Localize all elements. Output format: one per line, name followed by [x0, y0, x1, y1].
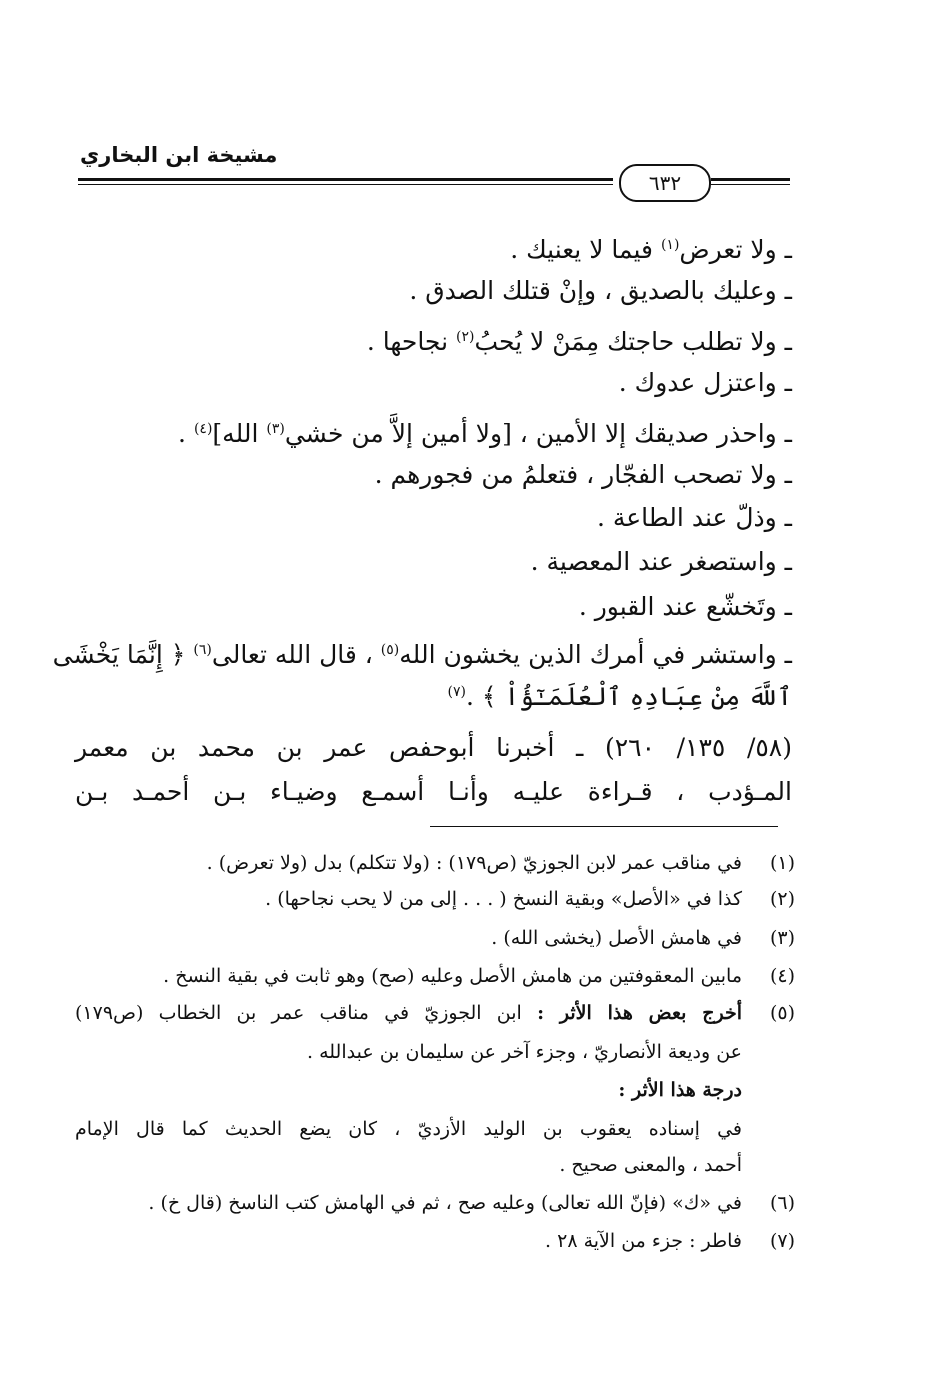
page-number: ٦٣٢ [648, 171, 682, 195]
hadith-isnad-line-1: (٥٨/ ١٣٥/ ٢٦٠) ـ أخبرنا أبوحفص عمر بن محمد بن معمر [75, 733, 792, 762]
page-number-badge [619, 164, 711, 202]
footnote-marker: (٧) [447, 684, 466, 700]
body-line-7: ـ وذلّ عند الطاعة . [596, 503, 792, 532]
quran-verse: ﴿ إِنَّمَا يَخْشَى [52, 640, 186, 669]
footnote-5-line-2: عن وديعة الأنصاريّ ، وجزء آخر عن سليمان بن عبدالله . [306, 1041, 742, 1063]
footnote-marker: (٣) [266, 421, 285, 437]
body-line-10: ـ واستشر في أمرك الذين يخشون الله$^{(٥)}$ ، قال الله تعالى$^{(٦)}$ ﴿ إِنَّمَا يَخْشَى [52, 640, 792, 669]
footnote-marker: (٦) [193, 642, 212, 658]
footnote-7: فاطر : جزء من الآية ٢٨ . [545, 1230, 742, 1252]
body-line-5: ـ واحذر صديقك إلا الأمين ، [ولا أمين إلاَّ من خشي$^{(٣)}$ الله]$^{(٤)}$ . [178, 419, 792, 448]
header-rule-right-thin [711, 184, 790, 185]
body-line-4: ـ واعتزل عدوك . [618, 368, 792, 397]
footnote-5-line-4: في إسناده يعقوب بن الوليد الأزديّ ، كان يضع الحديث كما قال الإمام [75, 1118, 742, 1140]
footnote-number: (٧) [769, 1230, 795, 1252]
quran-verse-cont: ٱللَّهَ مِنْ عِبَادِهِ ٱلْعُلَمَـٰٓؤُاْ ﴾ . [465, 682, 792, 711]
footnote-separator [430, 826, 778, 827]
footnote-number: (٢) [769, 888, 795, 910]
footnote-marker: (٤) [193, 421, 213, 437]
footnote-5-grade-heading: درجة هذا الأثر : [618, 1079, 742, 1101]
footnote-number: (٥) [769, 1002, 795, 1024]
footnote-5-line-5: أحمد ، والمعنى صحيح . [559, 1154, 742, 1176]
footnote-1: في مناقب عمر لابن الجوزيّ (ص١٧٩) : (ولا تتكلم) بدل (ولا تعرض) . [206, 852, 742, 874]
footnote-number: (٤) [769, 965, 795, 987]
footnote-2: كذا في «الأصل» وبقية النسخ ( . . . إلى من لا يحب نجاحها) . [265, 888, 742, 910]
footnote-4: مابين المعقوفتين من هامش الأصل وعليه (صح) وهو ثابت في بقية النسخ . [163, 965, 742, 987]
footnote-5-line-1: أخرج بعض هذا الأثر : ابن الجوزيّ في مناقب عمر بن الخطاب (ص١٧٩) [75, 1002, 742, 1024]
footnote-number: (١) [769, 852, 795, 874]
footnote-marker: (٢) [455, 329, 475, 345]
header-rule [78, 178, 613, 181]
body-line-6: ـ ولا تصحب الفجّار ، فتعلمُ من فجورهم . [374, 460, 792, 489]
body-line-1: ـ ولا تعرض$^{(١)}$ فيما لا يعنيك . [510, 235, 792, 264]
book-title: مشيخة ابن البخاري [80, 143, 278, 167]
body-line-8: ـ واستصغر عند المعصية . [530, 547, 792, 576]
footnote-marker: (٥) [380, 642, 400, 658]
footnote-marker: (١) [660, 237, 680, 253]
body-line-11 [448, 676, 792, 713]
footnote-number: (٣) [769, 927, 795, 949]
hadith-isnad-line-2: المـؤدب ، قـراءة عليـه وأنـا أسمـع وضيـاء بـن أحمـد بـن [75, 777, 792, 806]
body-line-9: ـ وتَخشّع عند القبور . [578, 592, 792, 621]
footnote-3: في هامش الأصل (يخشى الله) . [491, 927, 742, 949]
body-line-3: ـ ولا تطلب حاجتك مِمَنْ لا يُحبُ$^{(٢)}$ نجاحها . [366, 327, 792, 356]
body-line-2: ـ وعليك بالصديق ، وإنْ قتلك الصدق . [409, 276, 792, 305]
footnote-6: في «ك» (فإنّ الله تعالى) وعليه صح ، ثم في الهامش كتب الناسخ (قال خ) . [148, 1192, 742, 1214]
footnote-number: (٦) [769, 1192, 795, 1214]
header-rule-right [711, 178, 790, 181]
header-rule-thin [78, 184, 613, 185]
